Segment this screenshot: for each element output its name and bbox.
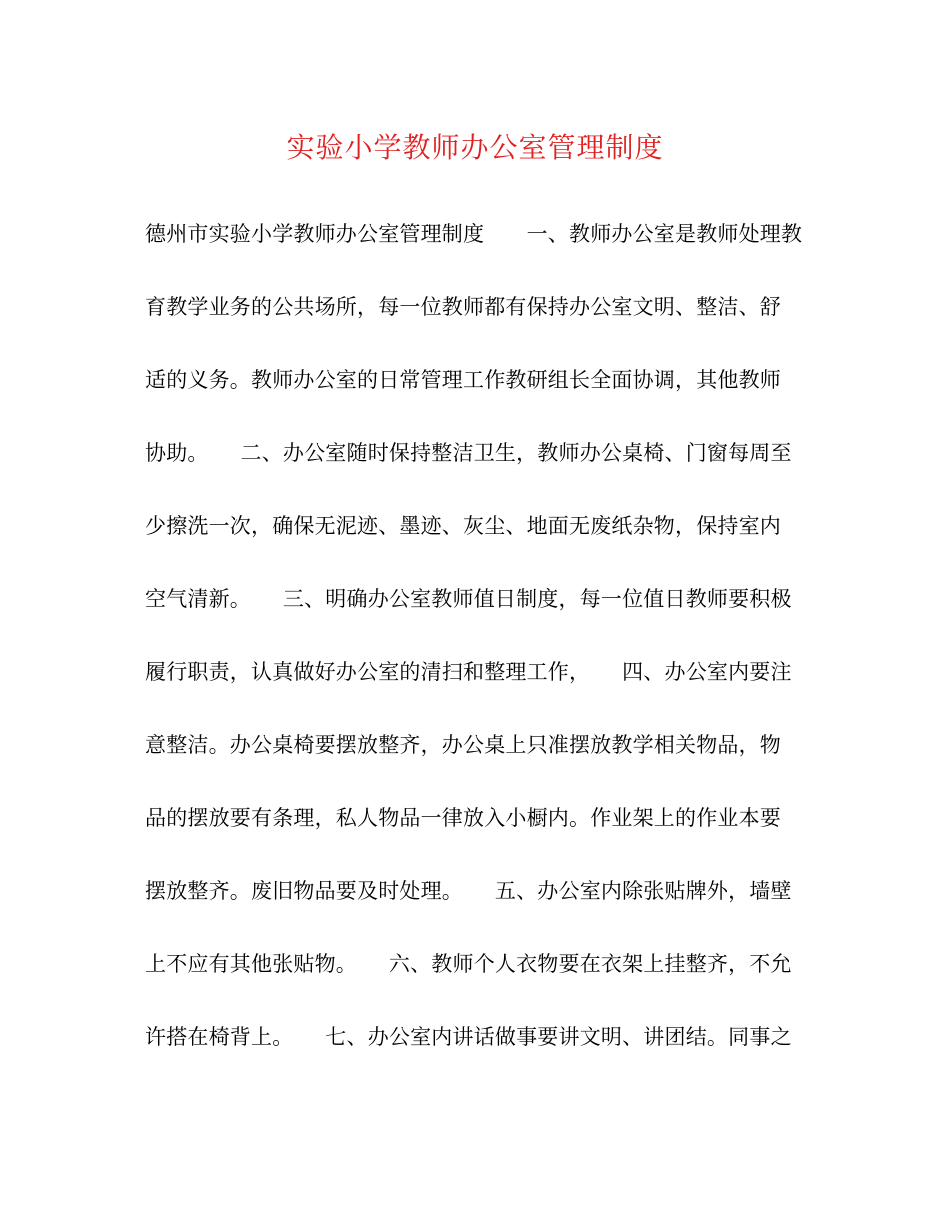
body-line: 空气清新。 三、明确办公室教师值日制度，每一位值日教师要积极 — [145, 587, 792, 611]
document-body — [145, 216, 825, 1092]
body-line: 履行职责，认真做好办公室的清扫和整理工作， 四、办公室内要注 — [145, 660, 792, 684]
body-line: 协助。 二、办公室随时保持整洁卫生，教师办公桌椅、门窗每周至 — [145, 441, 792, 465]
body-line: 德州市实验小学教师办公室管理制度 一、教师办公室是教师处理教 — [145, 222, 803, 246]
document-title: 实验小学教师办公室管理制度 — [286, 131, 664, 164]
body-line: 适的义务。教师办公室的日常管理工作教研组长全面协调，其他教师 — [145, 368, 781, 392]
body-line: 少擦洗一次，确保无泥迹、墨迹、灰尘、地面无废纸杂物，保持室内 — [145, 514, 781, 538]
body-line: 意整洁。办公桌椅要摆放整齐，办公桌上只准摆放教学相关物品，物 — [145, 733, 781, 757]
body-line: 育教学业务的公共场所，每一位教师都有保持办公室文明、整洁、舒 — [145, 295, 781, 319]
body-line: 上不应有其他张贴物。 六、教师个人衣物要在衣架上挂整齐，不允 — [145, 952, 792, 976]
body-line: 摆放整齐。废旧物品要及时处理。 五、办公室内除张贴牌外，墙壁 — [145, 879, 792, 903]
body-line: 许搭在椅背上。 七、办公室内讲话做事要讲文明、讲团结。同事之 — [145, 1025, 792, 1049]
body-line: 品的摆放要有条理，私人物品一律放入小橱内。作业架上的作业本要 — [145, 806, 781, 830]
